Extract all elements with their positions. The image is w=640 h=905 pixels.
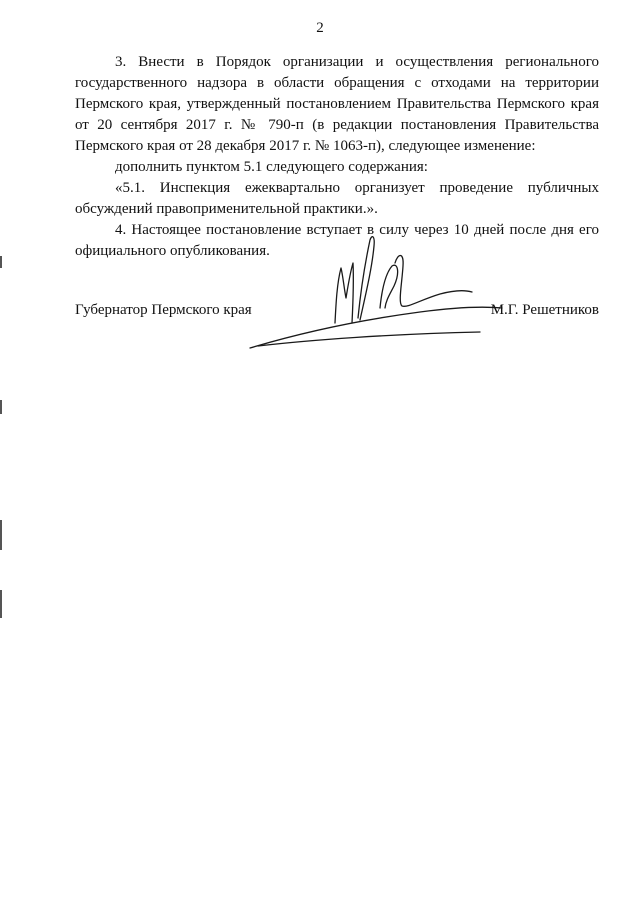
handwritten-signature [240,228,510,358]
signer-title: Губернатор Пермского края [75,302,252,318]
scan-edge-mark [0,256,2,268]
signer-name: М.Г. Решетников [490,302,599,318]
scan-edge-mark [0,400,2,414]
paragraph-item-3: 3. Внести в Порядок организации и осуществления регионального государственного надзора в области обращения с отходами на территории Пермского края, утвержденный постановлением Правительства Пермского края от 20 сентября 2017 г. № 790-п (в редакции постановления Правительства Пермского края от 28 декабря 2017 г. № 1063-п), следующее изменение: [75,54,599,154]
signature-row [75,300,599,322]
scan-edge-mark [0,520,2,550]
scan-edge-mark [0,590,2,618]
paragraph-amendment-text: «5.1. Инспекция ежеквартально организует проведение публичных обсуждений правоприменительной практики.». [75,180,599,217]
page-number: 2 [316,20,324,36]
paragraph-item-4: 4. Настоящее постановление вступает в силу через 10 дней после дня его официального опубликования. [75,222,599,259]
paragraph-amendment-intro: дополнить пунктом 5.1 следующего содержания: [115,159,428,175]
